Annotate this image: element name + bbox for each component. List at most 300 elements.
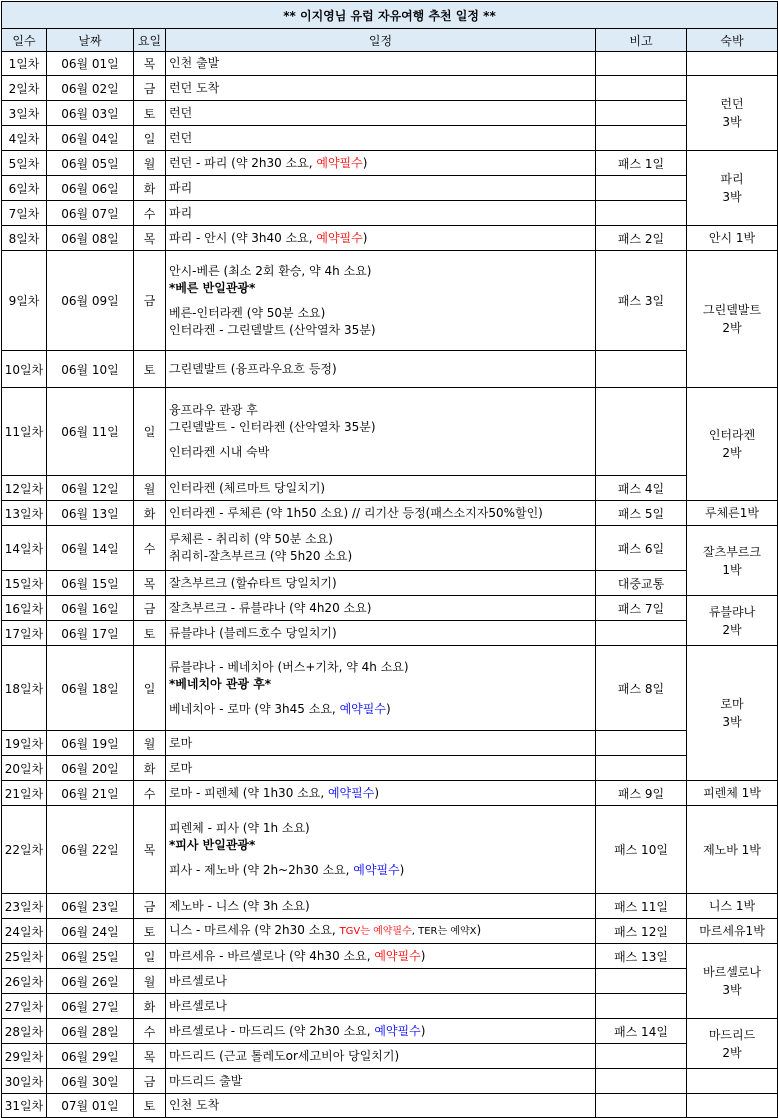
- lodging-cell: [687, 944, 778, 1019]
- plan-text: 파리: [169, 205, 193, 220]
- plan-text: 루체른 - 취리히 (약 50분 소요): [169, 532, 333, 546]
- date-cell: 06월 06일: [47, 176, 134, 201]
- lodging-text: 안시 1박: [708, 231, 756, 245]
- lodging-cell: [687, 526, 778, 596]
- note-cell: 패스 11일: [596, 894, 687, 919]
- weekday-cell: 목: [134, 1044, 166, 1069]
- note-cell: 패스 3일: [596, 251, 687, 351]
- date-cell: 06월 01일: [47, 52, 134, 76]
- plan-line: [169, 280, 595, 297]
- plan-text: 그린델발트 (융프라우요흐 등정): [169, 361, 337, 376]
- plan-cell: [166, 76, 596, 101]
- plan-line: [169, 80, 595, 97]
- plan-text: 인터라켄 - 루체른 (약 1h50 소요) // 리기산 등정(패스소지자50%할인): [169, 505, 543, 520]
- weekday-cell: 금: [134, 251, 166, 351]
- day-cell: 3일차: [2, 101, 47, 126]
- date-cell: 06월 16일: [47, 596, 134, 621]
- date-cell: 06월 18일: [47, 646, 134, 731]
- plan-text: 류블랴나 - 베네치아 (버스+기차, 약 4h 소요): [169, 659, 409, 674]
- note-cell: 패스 1일: [596, 151, 687, 176]
- plan-line: [169, 600, 595, 617]
- itinerary-body: [2, 52, 778, 1118]
- table-row: [2, 501, 778, 526]
- table-row: [2, 52, 778, 76]
- plan-cell: [166, 251, 596, 351]
- weekday-cell: 월: [134, 731, 166, 756]
- lodging-cell: [687, 919, 778, 944]
- date-cell: 06월 20일: [47, 756, 134, 781]
- date-cell: 06월 19일: [47, 731, 134, 756]
- table-row: [2, 388, 778, 476]
- plan-cell: [166, 101, 596, 126]
- plan-text: 베네치아 - 로마 (약 3h45 소요,: [169, 701, 340, 716]
- day-cell: 6일차: [2, 176, 47, 201]
- date-cell: 06월 28일: [47, 1019, 134, 1044]
- day-cell: 20일차: [2, 756, 47, 781]
- weekday-cell: 수: [134, 1019, 166, 1044]
- day-cell: 14일차: [2, 526, 47, 571]
- plan-line: [169, 105, 595, 122]
- plan-text: ): [362, 230, 368, 245]
- plan-text: 인터라켄 - 그린델발트 (산악열차 35분): [169, 322, 376, 337]
- header-row: [2, 29, 778, 52]
- weekday-cell: 월: [134, 476, 166, 501]
- weekday-cell: 화: [134, 756, 166, 781]
- day-cell: 22일차: [2, 806, 47, 894]
- plan-text: 런던 - 파리 (약 2h30 소요,: [169, 155, 317, 170]
- note-cell: [596, 176, 687, 201]
- weekday-cell: 화: [134, 176, 166, 201]
- reservation-note: 예약필수: [339, 701, 386, 716]
- plan-line: [169, 402, 595, 419]
- day-cell: 4일차: [2, 126, 47, 151]
- reservation-note: 예약필수: [353, 863, 400, 877]
- plan-line: [169, 55, 595, 72]
- weekday-cell: 토: [134, 621, 166, 646]
- date-cell: 06월 12일: [47, 476, 134, 501]
- table-row: [2, 1044, 778, 1069]
- plan-line: [169, 205, 595, 222]
- reservation-note: 예약필수: [316, 155, 363, 170]
- plan-text: 융프라우 관광 후: [169, 403, 258, 417]
- plan-cell: [166, 351, 596, 388]
- plan-text: 마드리드 출발: [169, 1073, 243, 1088]
- plan-cell: [166, 526, 596, 571]
- day-cell: 21일차: [2, 781, 47, 806]
- lodging-cell: [687, 388, 778, 501]
- weekday-cell: 수: [134, 201, 166, 226]
- table-row: [2, 101, 778, 126]
- table-row: [2, 201, 778, 226]
- plan-cell: [166, 919, 596, 944]
- table-row: [2, 526, 778, 571]
- table-row: [2, 969, 778, 994]
- lodging-cell: [687, 1019, 778, 1069]
- reservation-note: 예약필수: [374, 948, 421, 963]
- date-cell: 06월 24일: [47, 919, 134, 944]
- plan-cell: [166, 1019, 596, 1044]
- lodging-cell: [687, 76, 778, 151]
- date-cell: 06월 14일: [47, 526, 134, 571]
- plan-line: [169, 948, 595, 965]
- note-cell: 패스 7일: [596, 596, 687, 621]
- plan-text: 인터라켄 (체르마트 당일치기): [169, 480, 326, 495]
- date-cell: 06월 21일: [47, 781, 134, 806]
- table-row: [2, 351, 778, 388]
- note-cell: [596, 756, 687, 781]
- plan-line: [169, 1097, 595, 1114]
- lodging-text: 3박: [722, 983, 742, 997]
- weekday-cell: 금: [134, 596, 166, 621]
- lodging-cell: [687, 894, 778, 919]
- date-cell: 06월 17일: [47, 621, 134, 646]
- date-cell: 06월 25일: [47, 944, 134, 969]
- lodging-text: 3박: [722, 115, 742, 129]
- plan-cell: [166, 596, 596, 621]
- plan-cell: [166, 806, 596, 894]
- reservation-note: 예약필수: [327, 785, 375, 800]
- weekday-cell: 일: [134, 944, 166, 969]
- plan-text: ): [420, 1023, 426, 1038]
- lodging-text: 바르셀로나: [703, 965, 761, 979]
- plan-line: [169, 1073, 595, 1090]
- date-cell: 07월 01일: [47, 1094, 134, 1118]
- date-cell: 06월 29일: [47, 1044, 134, 1069]
- lodging-text: 2박: [722, 1045, 742, 1060]
- day-cell: 11일차: [2, 388, 47, 476]
- lodging-text: 마르세유1박: [699, 924, 765, 938]
- plan-text: 그린델발트 - 인터라켄 (산악열차 35분): [169, 420, 376, 434]
- day-cell: 27일차: [2, 994, 47, 1019]
- plan-cell: [166, 1044, 596, 1069]
- plan-line: [169, 625, 595, 642]
- plan-cell: [166, 731, 596, 756]
- plan-cell: [166, 969, 596, 994]
- date-cell: 06월 03일: [47, 101, 134, 126]
- plan-text: 류블랴나 (블레드호수 당일치기): [169, 625, 337, 640]
- date-cell: 06월 22일: [47, 806, 134, 894]
- lodging-cell: [687, 251, 778, 388]
- table-row: [2, 1069, 778, 1094]
- header-plan: 일정: [166, 29, 596, 52]
- day-cell: 13일차: [2, 501, 47, 526]
- plan-cell: [166, 1069, 596, 1094]
- table-row: [2, 76, 778, 101]
- note-cell: [596, 969, 687, 994]
- lodging-text: 파리: [720, 172, 744, 186]
- day-cell: 18일차: [2, 646, 47, 731]
- plan-line: [169, 701, 595, 718]
- date-cell: 06월 04일: [47, 126, 134, 151]
- plan-line: [169, 998, 595, 1015]
- plan-cell: [166, 52, 596, 76]
- date-cell: 06월 08일: [47, 226, 134, 251]
- plan-cell: [166, 501, 596, 526]
- reservation-note: 예약필수: [374, 1023, 421, 1038]
- plan-cell: [166, 176, 596, 201]
- lodging-text: 런던: [720, 97, 744, 111]
- weekday-cell: 목: [134, 52, 166, 76]
- day-cell: 15일차: [2, 571, 47, 596]
- lodging-text: 3박: [722, 190, 742, 204]
- date-cell: 06월 15일: [47, 571, 134, 596]
- day-cell: 24일차: [2, 919, 47, 944]
- plan-line: [169, 1048, 595, 1065]
- plan-cell: [166, 388, 596, 476]
- plan-text: ): [374, 785, 380, 800]
- plan-line: [169, 922, 595, 940]
- note-cell: 패스 13일: [596, 944, 687, 969]
- note-cell: 패스 2일: [596, 226, 687, 251]
- plan-line: [169, 1023, 595, 1040]
- lodging-text: 인터라켄: [708, 428, 756, 442]
- plan-text: 로마: [169, 760, 193, 775]
- header-date: 날짜: [47, 29, 134, 52]
- plan-cell: [166, 201, 596, 226]
- lodging-text: 2박: [722, 446, 742, 460]
- header-day: 일수: [2, 29, 47, 52]
- lodging-cell: [687, 596, 778, 646]
- plan-text: 피렌체 - 피사 (약 1h 소요): [169, 821, 310, 835]
- plan-text: *베른 반일관광*: [169, 280, 256, 295]
- plan-line: [169, 180, 595, 197]
- note-cell: [596, 1044, 687, 1069]
- plan-text: 파리: [169, 180, 193, 195]
- plan-line: [169, 436, 595, 444]
- table-row: [2, 126, 778, 151]
- day-cell: 29일차: [2, 1044, 47, 1069]
- lodging-text: 1박: [722, 562, 742, 577]
- plan-cell: [166, 621, 596, 646]
- plan-text: 인천 출발: [169, 56, 220, 70]
- plan-cell: [166, 476, 596, 501]
- table-row: [2, 994, 778, 1019]
- plan-line: [169, 444, 595, 461]
- plan-line: [169, 735, 595, 752]
- lodging-text: 류블랴나: [708, 604, 756, 619]
- plan-line: [169, 130, 595, 147]
- note-cell: [596, 731, 687, 756]
- day-cell: 5일차: [2, 151, 47, 176]
- plan-line: [169, 760, 595, 777]
- lodging-cell: [687, 1069, 778, 1094]
- note-cell: [596, 201, 687, 226]
- plan-text: 런던: [169, 130, 193, 145]
- weekday-cell: 토: [134, 101, 166, 126]
- plan-line: [169, 548, 595, 565]
- date-cell: 06월 02일: [47, 76, 134, 101]
- note-cell: [596, 52, 687, 76]
- lodging-cell: [687, 646, 778, 781]
- note-cell: [596, 388, 687, 476]
- plan-line: [169, 676, 595, 693]
- table-row: [2, 1094, 778, 1118]
- plan-text: ): [385, 701, 391, 716]
- plan-line: [169, 531, 595, 548]
- plan-text: 마르세유 - 바르셀로나 (약 4h30 소요,: [169, 948, 375, 963]
- lodging-text: 니스 1박: [708, 899, 756, 913]
- plan-line: [169, 419, 595, 436]
- table-row: [2, 176, 778, 201]
- lodging-text: 피렌체 1박: [703, 786, 761, 800]
- weekday-cell: 토: [134, 919, 166, 944]
- plan-text: 바르셀로나: [169, 973, 227, 988]
- note-cell: [596, 1069, 687, 1094]
- note-cell: [596, 621, 687, 646]
- lodging-cell: [687, 501, 778, 526]
- weekday-cell: 일: [134, 126, 166, 151]
- table-row: [2, 151, 778, 176]
- plan-text: *피사 반일관광*: [169, 838, 256, 852]
- plan-text: 니스 - 마르세유 (약 2h30 소요,: [169, 923, 340, 937]
- weekday-cell: 금: [134, 76, 166, 101]
- weekday-cell: 화: [134, 501, 166, 526]
- note-cell: 패스 12일: [596, 919, 687, 944]
- note-cell: [596, 1094, 687, 1118]
- day-cell: 31일차: [2, 1094, 47, 1118]
- plan-line: [169, 693, 595, 701]
- plan-line: [169, 297, 595, 305]
- note-cell: [596, 351, 687, 388]
- plan-line: [169, 155, 595, 172]
- plan-line: [169, 230, 595, 247]
- plan-cell: [166, 571, 596, 596]
- note-cell: 패스 14일: [596, 1019, 687, 1044]
- weekday-cell: 목: [134, 226, 166, 251]
- plan-text: 마드리드 (근교 톨레도or세고비아 당일치기): [169, 1048, 400, 1063]
- note-cell: 패스 6일: [596, 526, 687, 571]
- plan-text: 잘츠부르크 (할슈타트 당일치기): [169, 575, 337, 590]
- weekday-cell: 토: [134, 1094, 166, 1118]
- sheet-title: ** 이지영님 유럽 자유여행 추천 일정 **: [2, 2, 778, 29]
- plan-line: [169, 837, 595, 854]
- lodging-text: 잘츠부르크: [703, 544, 761, 559]
- lodging-cell: [687, 226, 778, 251]
- plan-text: *베네치아 관광 후*: [169, 676, 272, 691]
- note-cell: [596, 126, 687, 151]
- table-row: [2, 919, 778, 944]
- lodging-text: 그린델발트: [703, 303, 761, 317]
- plan-text: 바르셀로나: [169, 998, 227, 1013]
- weekday-cell: 월: [134, 151, 166, 176]
- weekday-cell: 금: [134, 1069, 166, 1094]
- note-cell: [596, 101, 687, 126]
- date-cell: 06월 05일: [47, 151, 134, 176]
- lodging-text: 2박: [722, 622, 742, 637]
- date-cell: 06월 11일: [47, 388, 134, 476]
- day-cell: 10일차: [2, 351, 47, 388]
- date-cell: 06월 27일: [47, 994, 134, 1019]
- note-cell: [596, 76, 687, 101]
- table-row: [2, 894, 778, 919]
- plan-text: 로마: [169, 735, 193, 750]
- date-cell: 06월 23일: [47, 894, 134, 919]
- weekday-cell: 목: [134, 806, 166, 894]
- table-row: [2, 571, 778, 596]
- weekday-cell: 수: [134, 781, 166, 806]
- plan-cell: [166, 894, 596, 919]
- plan-cell: [166, 994, 596, 1019]
- plan-cell: [166, 226, 596, 251]
- weekday-cell: 토: [134, 351, 166, 388]
- plan-cell: [166, 126, 596, 151]
- plan-line: [169, 862, 595, 879]
- itinerary-table: [1, 1, 778, 1118]
- date-cell: 06월 10일: [47, 351, 134, 388]
- plan-cell: [166, 756, 596, 781]
- plan-line: [169, 854, 595, 862]
- lodging-text: 2박: [722, 321, 742, 335]
- note-cell: 패스 10일: [596, 806, 687, 894]
- plan-cell: [166, 1094, 596, 1118]
- plan-line: [169, 659, 595, 676]
- table-row: [2, 944, 778, 969]
- lodging-text: 마드리드: [708, 1027, 756, 1042]
- header-lodging: 숙박: [687, 29, 778, 52]
- table-row: [2, 226, 778, 251]
- plan-text: 취리히-잘츠부르크 (약 5h20 소요): [169, 549, 353, 563]
- day-cell: 2일차: [2, 76, 47, 101]
- table-row: [2, 621, 778, 646]
- plan-text: ): [476, 923, 482, 937]
- table-row: [2, 731, 778, 756]
- day-cell: 23일차: [2, 894, 47, 919]
- note-cell: 패스 4일: [596, 476, 687, 501]
- day-cell: 9일차: [2, 251, 47, 351]
- plan-text: 런던 도착: [169, 80, 220, 95]
- note-cell: 패스 8일: [596, 646, 687, 731]
- lodging-text: 3박: [722, 715, 742, 729]
- day-cell: 8일차: [2, 226, 47, 251]
- reservation-note: 예약필수: [316, 230, 363, 245]
- lodging-cell: [687, 1094, 778, 1118]
- date-cell: 06월 30일: [47, 1069, 134, 1094]
- date-cell: 06월 07일: [47, 201, 134, 226]
- lodging-cell: [687, 151, 778, 226]
- day-cell: 16일차: [2, 596, 47, 621]
- weekday-cell: 월: [134, 969, 166, 994]
- weekday-cell: 목: [134, 571, 166, 596]
- plan-text: ): [420, 948, 426, 963]
- table-row: [2, 756, 778, 781]
- plan-text: ): [362, 155, 368, 170]
- day-cell: 17일차: [2, 621, 47, 646]
- plan-text: 잘츠부르크 - 류블랴나 (약 4h20 소요): [169, 600, 372, 615]
- plan-cell: [166, 646, 596, 731]
- date-cell: 06월 26일: [47, 969, 134, 994]
- lodging-text: 루체른1박: [704, 506, 759, 520]
- table-row: [2, 251, 778, 351]
- header-note: 비고: [596, 29, 687, 52]
- plan-line: [169, 361, 595, 378]
- plan-text: 런던: [169, 105, 193, 120]
- plan-text: 파리 - 안시 (약 3h40 소요,: [169, 230, 317, 245]
- lodging-cell: [687, 781, 778, 806]
- note-cell: 대중교통: [596, 571, 687, 596]
- lodging-text: 제노바 1박: [703, 842, 761, 857]
- plan-line: [169, 973, 595, 990]
- plan-text: 로마 - 피렌체 (약 1h30 소요,: [169, 785, 328, 800]
- day-cell: 7일차: [2, 201, 47, 226]
- day-cell: 28일차: [2, 1019, 47, 1044]
- plan-line: [169, 505, 595, 522]
- lodging-cell: [687, 806, 778, 894]
- plan-line: [169, 785, 595, 802]
- header-weekday: 요일: [134, 29, 166, 52]
- plan-text: 인천 도착: [169, 1098, 220, 1112]
- plan-text: 제노바 - 니스 (약 3h 소요): [169, 898, 310, 913]
- plan-line: [169, 480, 595, 497]
